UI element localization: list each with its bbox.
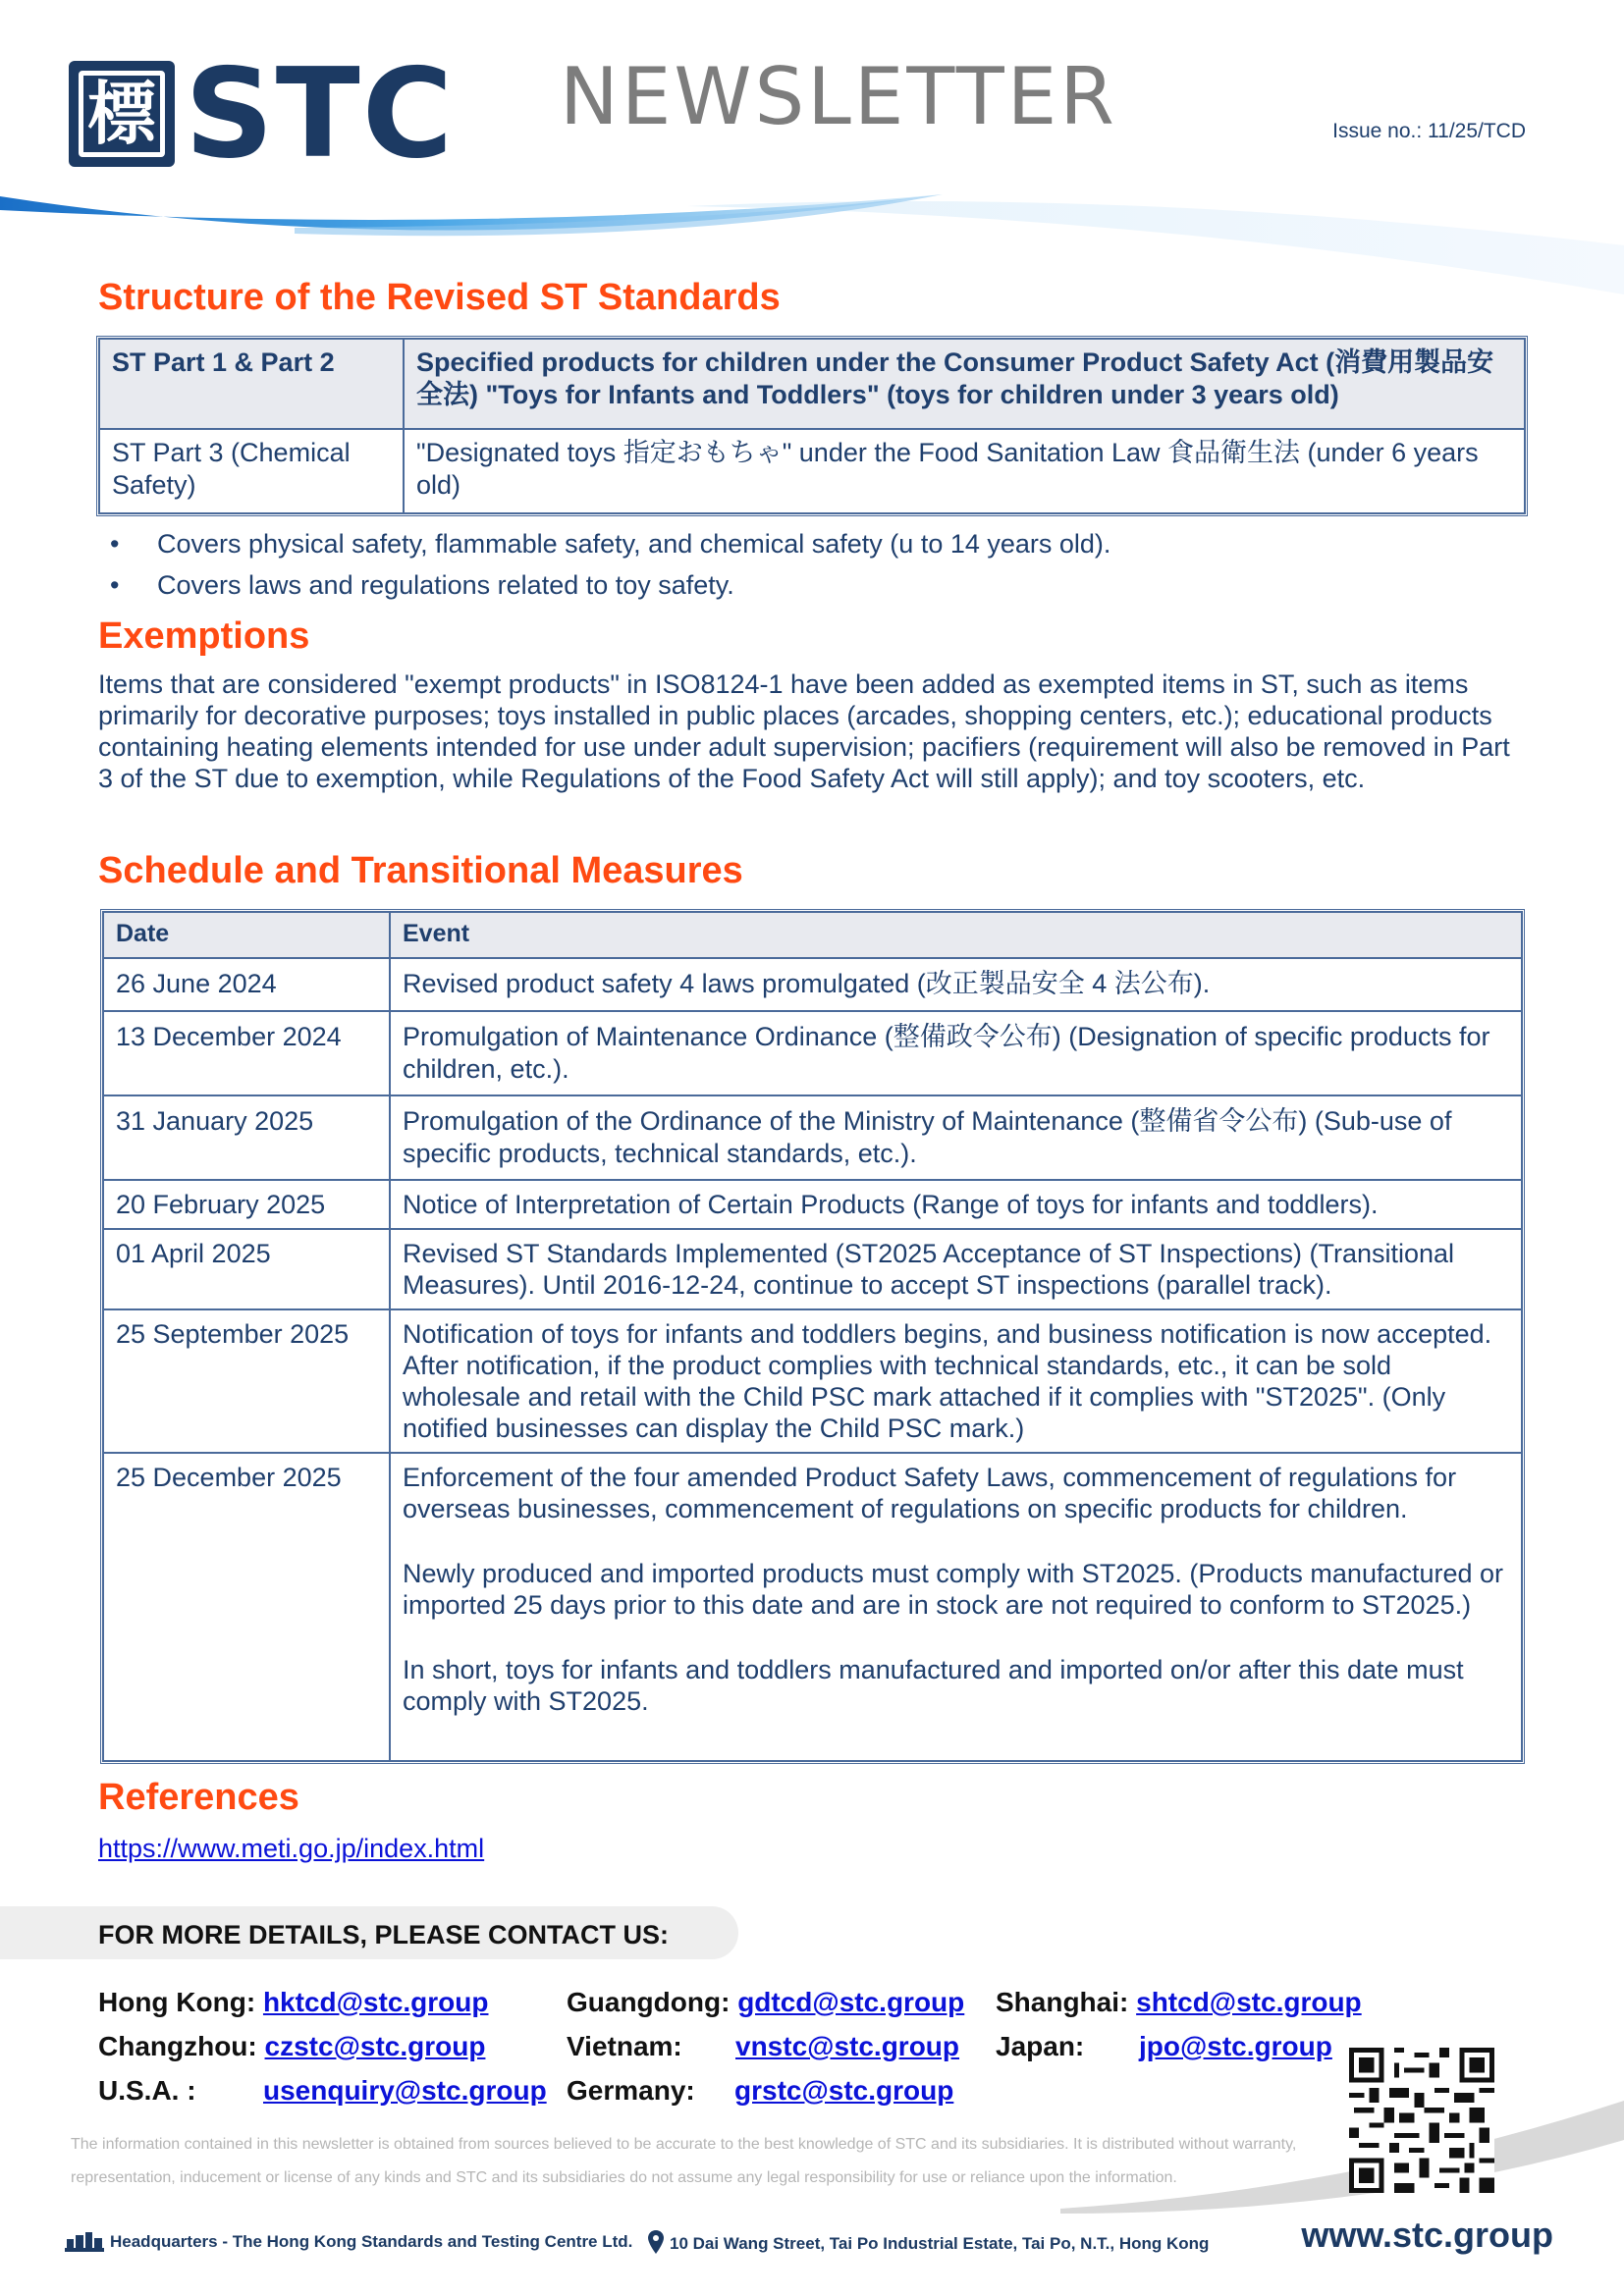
logo-mark-icon: 標 xyxy=(69,61,175,167)
event-cell: Promulgation of Maintenance Ordinance (整備政令公布) (Designation of specific products for children, etc.). xyxy=(390,1011,1522,1095)
footer-address xyxy=(648,2230,1209,2254)
contact-changzhou xyxy=(98,2031,485,2062)
reference-link[interactable]: https://www.meti.go.jp/index.html xyxy=(98,1834,485,1863)
column-header-event: Event xyxy=(390,912,1522,958)
email-link[interactable]: grstc@stc.group xyxy=(734,2075,954,2106)
email-link[interactable]: usenquiry@stc.group xyxy=(263,2075,547,2106)
contact-label: Guangdong: xyxy=(567,1987,731,2017)
contact-label: U.S.A. : xyxy=(98,2075,196,2106)
list-item: • Covers laws and regulations related to toy safety. xyxy=(110,564,1110,606)
event-cell: Revised product safety 4 laws promulgated (改正製品安全 4 法公布). xyxy=(390,958,1522,1011)
contact-vietnam xyxy=(567,2031,959,2062)
list-item: • Covers physical safety, flammable safety, and chemical safety (u to 14 years old). xyxy=(110,523,1110,564)
email-link[interactable]: vnstc@stc.group xyxy=(735,2031,960,2061)
structure-table xyxy=(96,336,1528,516)
table-cell: Specified products for children under the Consumer Product Safety Act (消費用製品安全法) "Toys for Infants and Toddlers" (toys for children under 3 years old) xyxy=(404,339,1525,429)
event-cell: Notice of Interpretation of Certain Products (Range of toys for infants and toddlers). xyxy=(390,1180,1522,1229)
contact-hong-kong xyxy=(98,1987,489,2018)
section-heading-references: References xyxy=(98,1777,299,1818)
contact-label: Japan: xyxy=(996,2031,1085,2061)
table-row xyxy=(99,429,1525,513)
newsletter-title: NEWSLETTER xyxy=(560,51,1117,142)
table-header-row xyxy=(103,912,1522,958)
website-link[interactable]: www.stc.group xyxy=(1301,2215,1553,2255)
exemptions-text: Items that are considered "exempt products" in ISO8124-1 have been added as exempted items in ST, such as items primarily for decorative purposes; toys installed in public places (arcades, shopping centers, etc.); educational products containing heating elements intended for use under adult supervision; pacifiers (requirement will also be removed in Part 3 of the ST due to exemption, while Regulations of the Food Safety Act will still apply); and toy scooters, etc. xyxy=(98,669,1510,793)
event-cell xyxy=(390,1453,1522,1761)
date-cell: 31 January 2025 xyxy=(103,1095,390,1180)
date-cell: 25 September 2025 xyxy=(103,1309,390,1453)
section-heading-exemptions: Exemptions xyxy=(98,615,310,657)
table-cell: ST Part 3 (Chemical Safety) xyxy=(99,429,404,513)
headquarters-text: Headquarters - The Hong Kong Standards and Testing Centre Ltd. xyxy=(110,2232,633,2251)
contact-label: Vietnam: xyxy=(567,2031,682,2061)
column-header-date: Date xyxy=(103,912,390,958)
table-cell: ST Part 1 & Part 2 xyxy=(99,339,404,429)
contact-usa xyxy=(98,2075,547,2107)
table-row xyxy=(99,339,1525,429)
table-row xyxy=(103,1011,1522,1095)
contact-shanghai xyxy=(996,1987,1362,2018)
table-row xyxy=(103,1309,1522,1453)
qr-code-icon[interactable] xyxy=(1349,2048,1494,2193)
contact-label: Changzhou: xyxy=(98,2031,257,2061)
location-pin-icon xyxy=(648,2230,664,2254)
table-row xyxy=(103,1180,1522,1229)
table-cell: "Designated toys 指定おもちゃ" under the Food Sanitation Law 食品衛生法 (under 6 years old) xyxy=(404,429,1525,513)
table-row xyxy=(103,1453,1522,1761)
date-cell: 20 February 2025 xyxy=(103,1180,390,1229)
structure-bullets xyxy=(110,523,1110,606)
section-heading-schedule: Schedule and Transitional Measures xyxy=(98,850,743,891)
footer-swoosh xyxy=(1060,2081,1624,2228)
table-row xyxy=(103,958,1522,1011)
date-cell: 26 June 2024 xyxy=(103,958,390,1011)
footer-headquarters xyxy=(65,2230,632,2252)
date-cell: 13 December 2024 xyxy=(103,1011,390,1095)
table-row xyxy=(103,1229,1522,1309)
schedule-table xyxy=(100,909,1525,1764)
disclaimer: The information contained in this newsletter is obtained from sources believed to be accurate to the best knowledge of STC and its subsidiaries. It is distributed without warranty, representation, inducement or license of any kinds and STC and its subsidiaries do not assume any legal responsibility for use or reliance upon the information. xyxy=(71,2136,1297,2186)
contact-guangdong xyxy=(567,1987,964,2018)
date-cell: 25 December 2025 xyxy=(103,1453,390,1761)
email-link[interactable]: hktcd@stc.group xyxy=(262,1987,489,2017)
address-text: 10 Dai Wang Street, Tai Po Industrial Estate, Tai Po, N.T., Hong Kong xyxy=(670,2234,1210,2253)
contact-label: Shanghai: xyxy=(996,1987,1129,2017)
brand-name: STC xyxy=(185,41,456,186)
event-paragraph: Newly produced and imported products must comply with ST2025. (Products manufactured or imported 25 days prior to this date and are in stock are not required to conform to ST2025.) xyxy=(403,1559,1504,1620)
event-paragraph: Enforcement of the four amended Product Safety Laws, commencement of regulations for overseas businesses, commencement of regulations on specific products for children. xyxy=(403,1463,1457,1523)
event-cell: Promulgation of the Ordinance of the Ministry of Maintenance (整備省令公布) (Sub-use of specific products, technical standards, etc.). xyxy=(390,1095,1522,1180)
email-link[interactable]: czstc@stc.group xyxy=(264,2031,486,2061)
section-heading-structure: Structure of the Revised ST Standards xyxy=(98,277,781,318)
contact-label: Hong Kong: xyxy=(98,1987,256,2017)
building-icon xyxy=(65,2230,104,2252)
contact-label: Germany: xyxy=(567,2075,695,2106)
contact-germany xyxy=(567,2075,953,2107)
event-cell: Revised ST Standards Implemented (ST2025 Acceptance of ST Inspections) (Transitional Measures). Until 2016-12-24, continue to accept ST inspections (parallel track). xyxy=(390,1229,1522,1309)
email-link[interactable]: shtcd@stc.group xyxy=(1136,1987,1362,2017)
email-link[interactable]: jpo@stc.group xyxy=(1139,2031,1332,2061)
contact-japan xyxy=(996,2031,1332,2062)
contact-title: FOR MORE DETAILS, PLEASE CONTACT US: xyxy=(98,1920,670,1949)
event-cell: Notification of toys for infants and toddlers begins, and business notification is now accepted. After notification, if the product complies with technical standards, etc., it can be sold wholesale and retail with the Child PSC mark attached if it complies with "ST2025". (Only notified businesses can display the Child PSC mark.) xyxy=(390,1309,1522,1453)
table-row xyxy=(103,1095,1522,1180)
email-link[interactable]: gdtcd@stc.group xyxy=(737,1987,965,2017)
date-cell: 01 April 2025 xyxy=(103,1229,390,1309)
event-paragraph: In short, toys for infants and toddlers manufactured and imported on/or after this date must comply with ST2025. xyxy=(403,1655,1464,1716)
issue-number: Issue no.: 11/25/TCD xyxy=(1332,120,1526,142)
stc-logo xyxy=(69,41,456,186)
